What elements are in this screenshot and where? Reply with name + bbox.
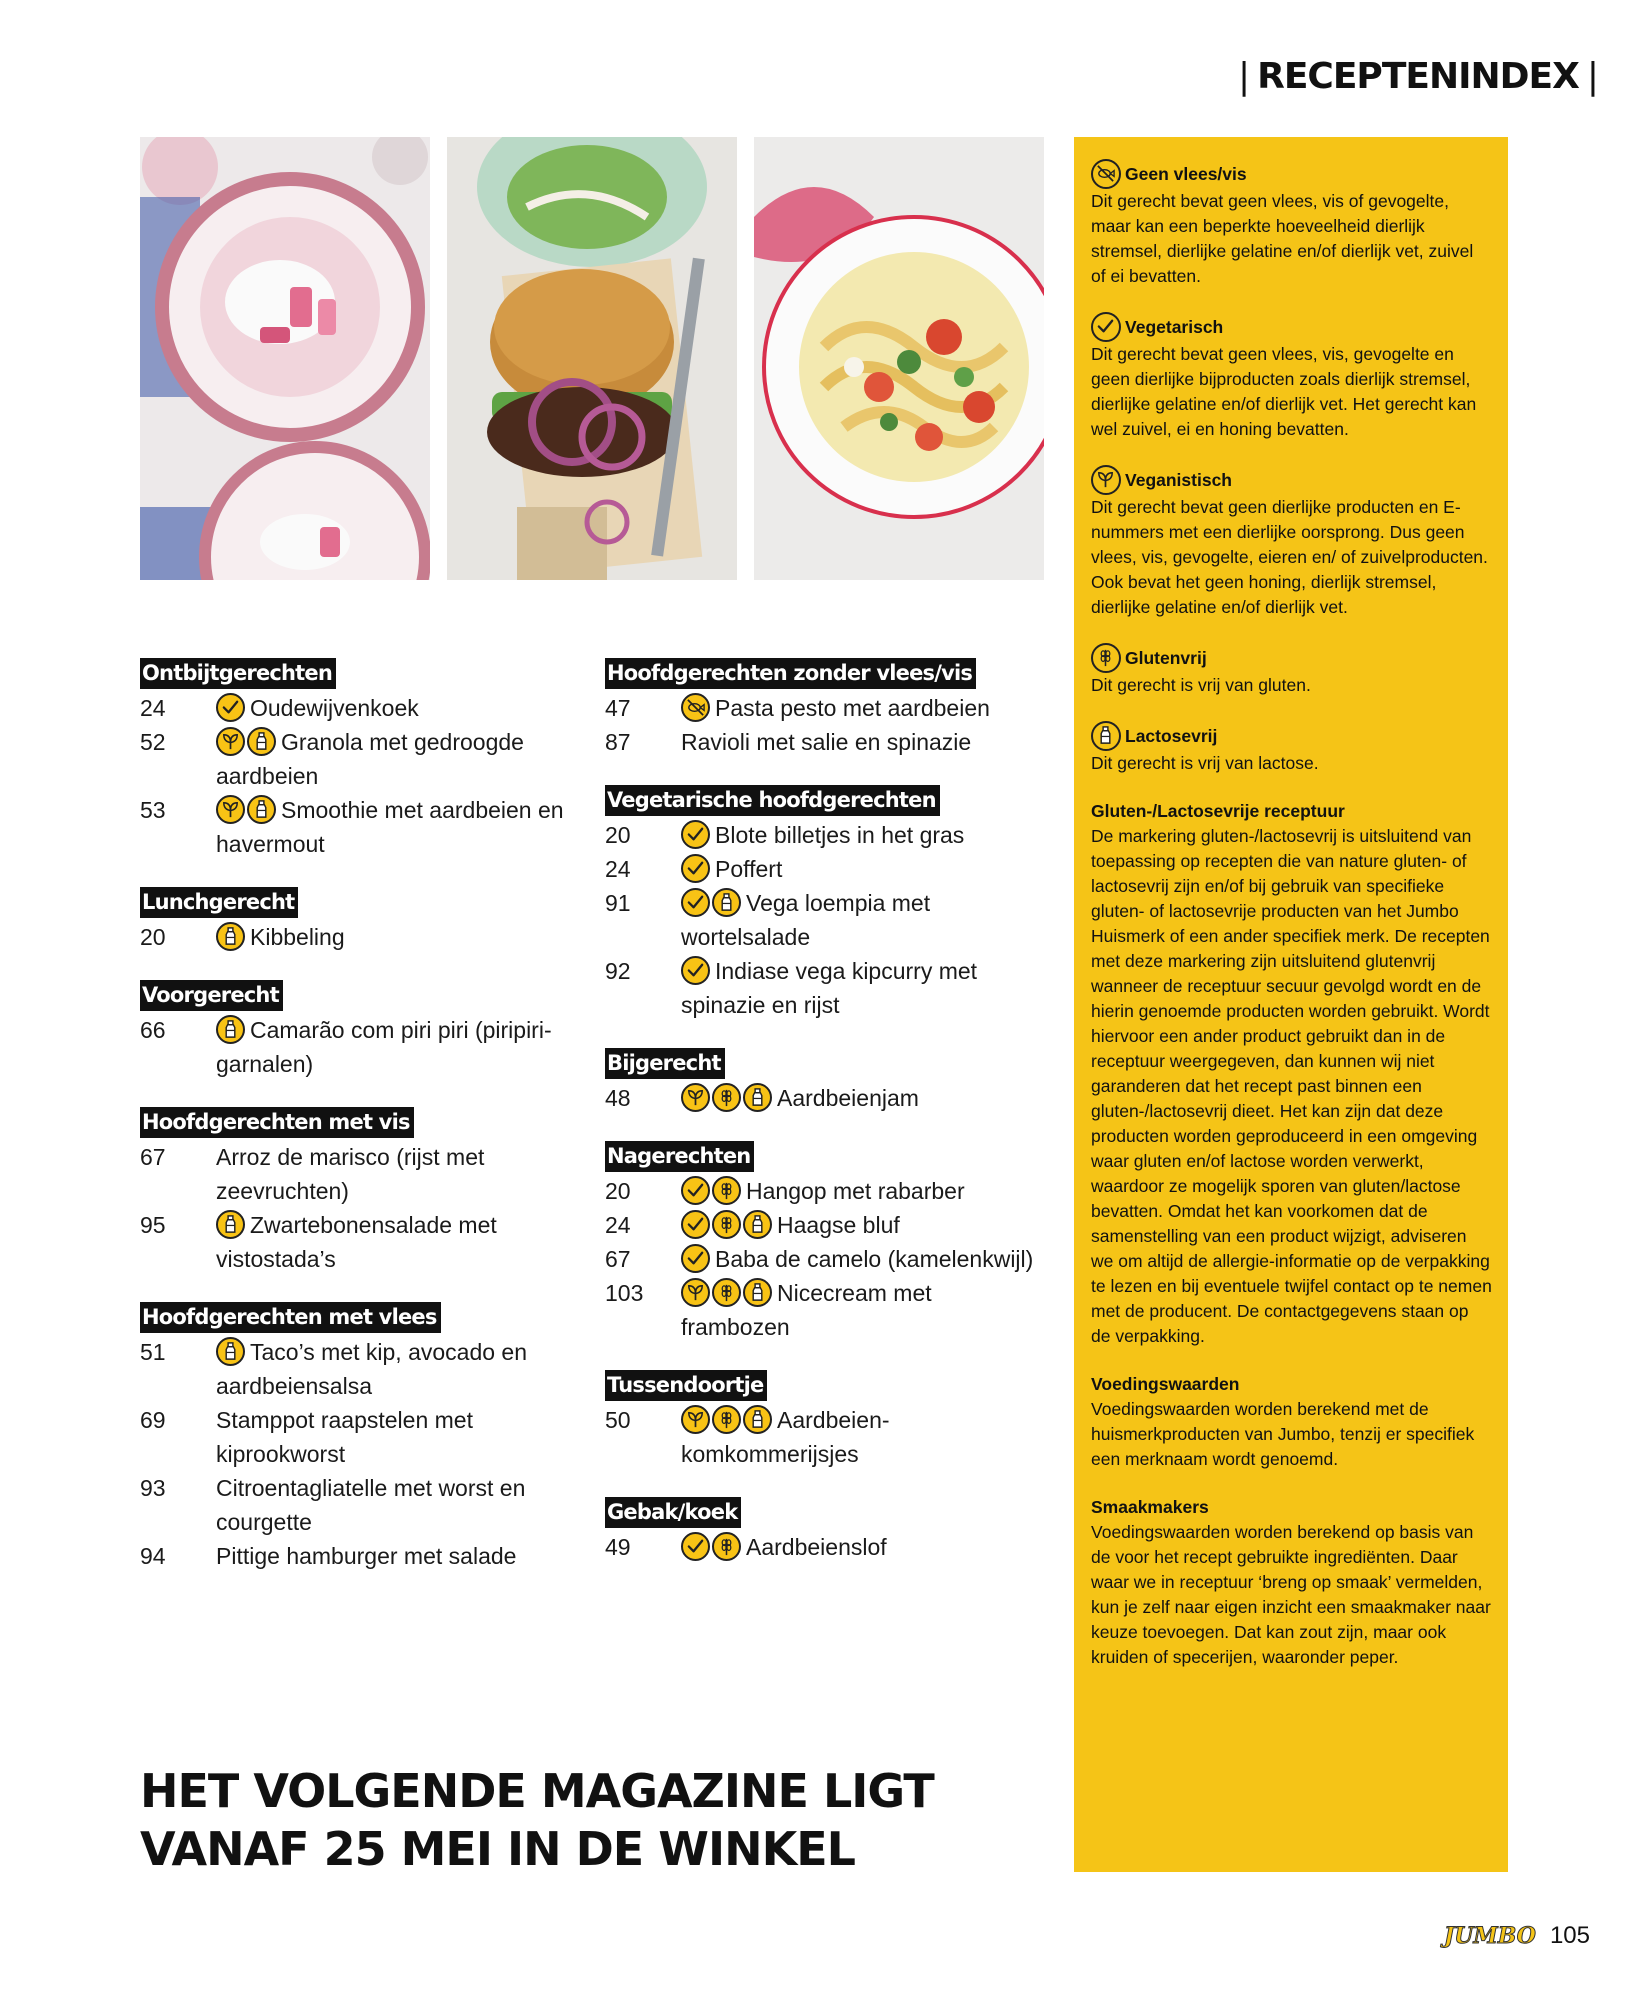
note-block xyxy=(1091,799,1492,1349)
diet-icons xyxy=(216,729,278,755)
recipe-item xyxy=(605,886,1045,954)
vegan-icon xyxy=(681,1405,710,1434)
vegan-icon xyxy=(1091,465,1121,495)
recipe-name: Camarão com piri piri (piripiri-garnalen) xyxy=(216,1017,552,1077)
diet-icons xyxy=(681,890,743,916)
recipe-page-number: 67 xyxy=(605,1246,631,1272)
legend-title xyxy=(1091,643,1492,673)
legend-sidebar xyxy=(1074,137,1508,1872)
diet-icons xyxy=(216,924,247,950)
lactose-free-icon xyxy=(216,922,245,951)
vegan-icon xyxy=(216,795,245,824)
recipe-item xyxy=(605,1276,1045,1344)
legend-description: Dit gerecht bevat geen vlees, vis of gevogelte, maar kan een beperkte hoeveelheid dierlijk stremsel, dierlijke gelatine en/of dierlijk vet, zuivel of ei bevatten. xyxy=(1091,191,1474,286)
recipe-item xyxy=(605,691,1045,725)
recipe-name: Poffert xyxy=(715,856,783,882)
vegetarian-icon xyxy=(681,854,710,883)
recipe-item xyxy=(140,1335,580,1403)
recipe-item xyxy=(140,920,580,954)
recipe-section xyxy=(605,658,1045,759)
recipe-name: Haagse bluf xyxy=(777,1212,900,1238)
recipe-page-number: 24 xyxy=(140,695,166,721)
recipe-item xyxy=(605,725,1045,759)
legend-description: Dit gerecht bevat geen dierlijke producten en E-nummers met een dierlijke oorsprong. Dus geen vlees, vis, gevogelte, eieren en/ of zuivelproducten. Ook bevat het geen honing, dierlijk stremsel, dierlijke gelatine en/of dierlijk vet. xyxy=(1091,497,1488,617)
lactose-free-icon xyxy=(743,1278,772,1307)
recipe-page-number: 50 xyxy=(605,1407,631,1433)
recipe-name: Aardbeien-komkommerijsjes xyxy=(681,1407,890,1467)
diet-icons xyxy=(681,1212,774,1238)
diet-icons xyxy=(681,958,712,984)
recipe-page-number: 95 xyxy=(140,1212,166,1238)
legend-title xyxy=(1091,312,1492,342)
section-title: Ontbijtgerechten xyxy=(140,658,336,689)
note-block xyxy=(1091,1372,1492,1472)
legend-title-text: Vegetarisch xyxy=(1125,316,1224,337)
recipe-item xyxy=(140,793,580,861)
headline-line-1: HET VOLGENDE MAGAZINE LIGT xyxy=(140,1764,934,1818)
recipe-name: Ravioli met salie en spinazie xyxy=(681,729,972,755)
recipe-page-number: 20 xyxy=(605,1178,631,1204)
gluten-free-icon xyxy=(712,1405,741,1434)
recipe-item xyxy=(605,852,1045,886)
legend-title-text: Glutenvrij xyxy=(1125,647,1207,668)
legend-title xyxy=(1091,465,1492,495)
recipe-section xyxy=(140,1302,580,1573)
recipe-name: Arroz de marisco (rijst met zeevruchten) xyxy=(216,1144,485,1204)
vegetarian-icon xyxy=(681,1176,710,1205)
recipe-section xyxy=(140,887,580,954)
note-body: Voedingswaarden worden berekend op basis van de voor het recept gebruikte ingrediënten. Daar waar we in receptuur ‘breng op smaak’ vermelden, kun je zelf naar eigen inzicht een smaakmaker naar keuze toevoegen. Dat kan zout zijn, maar ook kruiden of specerijen, waaronder peper. xyxy=(1091,1522,1491,1667)
recipe-name: Baba de camelo (kamelenkwijl) xyxy=(715,1246,1034,1272)
recipe-item xyxy=(140,1403,580,1471)
vegetarian-icon xyxy=(216,693,245,722)
recipe-index-right-column xyxy=(605,658,1045,1590)
section-title: Lunchgerecht xyxy=(140,887,298,918)
recipe-item xyxy=(605,1403,1045,1471)
gluten-free-icon xyxy=(712,1210,741,1239)
lactose-free-icon xyxy=(247,795,276,824)
recipe-item xyxy=(605,1208,1045,1242)
gluten-free-icon xyxy=(1091,643,1121,673)
vegetarian-icon xyxy=(681,1210,710,1239)
page-number: 105 xyxy=(1549,1922,1590,1949)
note-block xyxy=(1091,1495,1492,1670)
section-title: Gebak/koek xyxy=(605,1497,741,1528)
note-title: Voedingswaarden xyxy=(1091,1374,1240,1394)
recipe-item xyxy=(605,1242,1045,1276)
vegetarian-icon xyxy=(681,888,710,917)
diet-icons xyxy=(216,1212,247,1238)
lactose-free-icon xyxy=(743,1210,772,1239)
vegan-icon xyxy=(216,727,245,756)
recipe-section xyxy=(140,980,580,1081)
recipe-name: Zwartebonensalade met vistostada’s xyxy=(216,1212,497,1272)
recipe-name: Hangop met rabarber xyxy=(746,1178,965,1204)
photo-hamburger-salad xyxy=(447,137,737,580)
recipe-name: Vega loempia met wortelsalade xyxy=(681,890,931,950)
recipe-page-number: 103 xyxy=(605,1280,644,1306)
recipe-name: Nicecream met frambozen xyxy=(681,1280,932,1340)
gluten-free-icon xyxy=(712,1278,741,1307)
recipe-section xyxy=(605,785,1045,1022)
photo-pasta-pesto xyxy=(754,137,1044,580)
recipe-item xyxy=(605,1174,1045,1208)
lactose-free-icon xyxy=(216,1337,245,1366)
recipe-item xyxy=(605,1081,1045,1115)
diet-icons xyxy=(681,1246,712,1272)
recipe-item xyxy=(605,1530,1045,1564)
note-title: Smaakmakers xyxy=(1091,1497,1209,1517)
diet-icons xyxy=(681,856,712,882)
legend-entry xyxy=(1091,643,1492,698)
recipe-name: Taco’s met kip, avocado en aardbeiensalsa xyxy=(216,1339,528,1399)
recipe-section xyxy=(605,1497,1045,1564)
diet-icons xyxy=(216,797,278,823)
recipe-name: Oudewijvenkoek xyxy=(250,695,419,721)
recipe-name: Aardbeienslof xyxy=(746,1534,887,1560)
recipe-name: Citroentagliatelle met worst en courgette xyxy=(216,1475,526,1535)
recipe-item xyxy=(605,818,1045,852)
vegetarian-icon xyxy=(681,1244,710,1273)
note-body: De markering gluten-/lactosevrij is uitsluitend van toepassing op recepten die van nature gluten- of lactosevrij zijn en/of bij gebruik van specifieke gluten- of lactosevrije producten van het Jumbo Huismerk of een ander specifiek merk. De recepten met deze markering zijn uitsluitend glutenvrij wanneer de receptuur secuur gevolgd wordt en de hierin genoemde producten worden gebruikt. Wordt hiervoor een ander product gebruikt dan in de receptuur weergegeven, dan kunnen wij niet garanderen dat het recept past binnen een gluten-/lactosevrij dieet. Het kan zijn dat deze producten worden geproduceerd in een omgeving waar gluten en/of lactose worden verwerkt, waardoor ze mogelijk sporen van gluten/lactose bevatten. Omdat het kan voorkomen dat de samenstelling van een product wijzigt, adviseren we om altijd de allergie-informatie op de verpakking te lezen en bij eventuele twijfel contact op te nemen met de producent. De contactgegevens staan op de verpakking. xyxy=(1091,826,1492,1346)
no-meat-fish-icon xyxy=(1091,159,1121,189)
vegan-icon xyxy=(681,1083,710,1112)
recipe-page-number: 91 xyxy=(605,890,631,916)
lactose-free-icon xyxy=(743,1083,772,1112)
photo-rhubarb-yogurt xyxy=(140,137,430,580)
gluten-free-icon xyxy=(712,1176,741,1205)
recipe-name: Blote billetjes in het gras xyxy=(715,822,965,848)
lactose-free-icon xyxy=(743,1405,772,1434)
recipe-item xyxy=(140,1471,580,1539)
recipe-page-number: 47 xyxy=(605,695,631,721)
recipe-page-number: 93 xyxy=(140,1475,166,1501)
recipe-name: Smoothie met aardbeien en havermout xyxy=(216,797,564,857)
legend-entry xyxy=(1091,465,1492,620)
recipe-name: Kibbeling xyxy=(250,924,345,950)
section-title: Bijgerecht xyxy=(605,1048,725,1079)
section-title: Hoofdgerechten met vlees xyxy=(140,1302,441,1333)
legend-title xyxy=(1091,159,1492,189)
legend-description: Dit gerecht is vrij van gluten. xyxy=(1091,675,1311,695)
lactose-free-icon xyxy=(247,727,276,756)
recipe-name: Pasta pesto met aardbeien xyxy=(715,695,990,721)
diet-icons xyxy=(681,1085,774,1111)
section-title: Hoofdgerechten zonder vlees/vis xyxy=(605,658,976,689)
no-meat-fish-icon xyxy=(681,693,710,722)
gluten-free-icon xyxy=(712,1083,741,1112)
diet-icons xyxy=(681,1178,743,1204)
recipe-page-number: 24 xyxy=(605,856,631,882)
note-title: Gluten-/Lactosevrije receptuur xyxy=(1091,801,1345,821)
lactose-free-icon xyxy=(1091,721,1121,751)
legend-title-text: Lactosevrij xyxy=(1125,725,1218,746)
recipe-page-number: 67 xyxy=(140,1144,166,1170)
recipe-item xyxy=(140,725,580,793)
recipe-page-number: 87 xyxy=(605,729,631,755)
recipe-item xyxy=(140,1140,580,1208)
legend-title-text: Geen vlees/vis xyxy=(1125,163,1247,184)
diet-icons xyxy=(681,695,712,721)
legend-entry xyxy=(1091,721,1492,776)
lactose-free-icon xyxy=(712,888,741,917)
photo-strip xyxy=(140,137,1044,580)
recipe-page-number: 48 xyxy=(605,1085,631,1111)
diet-icons xyxy=(681,1407,774,1433)
recipe-page-number: 51 xyxy=(140,1339,166,1365)
recipe-page-number: 92 xyxy=(605,958,631,984)
recipe-page-number: 69 xyxy=(140,1407,166,1433)
recipe-section xyxy=(140,1107,580,1276)
recipe-page-number: 49 xyxy=(605,1534,631,1560)
recipe-name: Pittige hamburger met salade xyxy=(216,1543,517,1569)
section-title: Nagerechten xyxy=(605,1141,754,1172)
headline-line-2: VANAF 25 MEI IN DE WINKEL xyxy=(140,1822,855,1876)
lactose-free-icon xyxy=(216,1015,245,1044)
recipe-item xyxy=(140,1013,580,1081)
page-title: RECEPTENINDEX xyxy=(1257,56,1579,97)
diet-icons xyxy=(681,1534,743,1560)
legend-entry xyxy=(1091,159,1492,289)
recipe-section xyxy=(605,1048,1045,1115)
vegan-icon xyxy=(681,1278,710,1307)
recipe-item xyxy=(605,954,1045,1022)
recipe-page-number: 52 xyxy=(140,729,166,755)
recipe-page-number: 94 xyxy=(140,1543,166,1569)
diet-icons xyxy=(681,1280,774,1306)
recipe-page-number: 53 xyxy=(140,797,166,823)
vegetarian-icon xyxy=(681,956,710,985)
vegetarian-icon xyxy=(681,820,710,849)
recipe-page-number: 20 xyxy=(605,822,631,848)
recipe-item xyxy=(140,691,580,725)
section-title: Voorgerecht xyxy=(140,980,283,1011)
diet-icons xyxy=(681,822,712,848)
recipe-section xyxy=(605,1141,1045,1344)
recipe-page-number: 66 xyxy=(140,1017,166,1043)
section-title: Hoofdgerechten met vis xyxy=(140,1107,414,1138)
diet-icons xyxy=(216,695,247,721)
recipe-name: Stamppot raapstelen met kiprookworst xyxy=(216,1407,473,1467)
section-title: Vegetarische hoofdgerechten xyxy=(605,785,940,816)
recipe-page-number: 20 xyxy=(140,924,166,950)
recipe-section xyxy=(140,658,580,861)
recipe-item xyxy=(140,1208,580,1276)
vegetarian-icon xyxy=(681,1532,710,1561)
recipe-name: Indiase vega kipcurry met spinazie en rijst xyxy=(681,958,978,1018)
page-footer xyxy=(1444,1922,1590,1950)
legend-title-text: Veganistisch xyxy=(1125,469,1232,490)
recipe-name: Granola met gedroogde aardbeien xyxy=(216,729,524,789)
legend-description: Dit gerecht bevat geen vlees, vis, gevogelte en geen dierlijke bijproducten zoals dierlijk stremsel, dierlijke gelatine en/of dierlijk vet. Het gerecht kan wel zuivel, ei en honing bevatten. xyxy=(1091,344,1477,439)
legend-entry xyxy=(1091,312,1492,442)
gluten-free-icon xyxy=(712,1532,741,1561)
recipe-index-left-column xyxy=(140,658,580,1599)
legend-title xyxy=(1091,721,1492,751)
page-header: | RECEPTENINDEX | xyxy=(1237,56,1598,97)
next-issue-headline xyxy=(140,1762,934,1878)
legend-description: Dit gerecht is vrij van lactose. xyxy=(1091,753,1319,773)
section-title: Tussendoortje xyxy=(605,1370,767,1401)
recipe-item xyxy=(140,1539,580,1573)
recipe-name: Aardbeienjam xyxy=(777,1085,919,1111)
lactose-free-icon xyxy=(216,1210,245,1239)
vegetarian-icon xyxy=(1091,312,1121,342)
note-body: Voedingswaarden worden berekend met de huismerkproducten van Jumbo, tenzij er specifiek een merknaam wordt genoemd. xyxy=(1091,1399,1475,1469)
recipe-section xyxy=(605,1370,1045,1471)
diet-icons xyxy=(216,1339,247,1365)
jumbo-logo: JUMBO xyxy=(1443,1923,1536,1949)
recipe-page-number: 24 xyxy=(605,1212,631,1238)
diet-icons xyxy=(216,1017,247,1043)
